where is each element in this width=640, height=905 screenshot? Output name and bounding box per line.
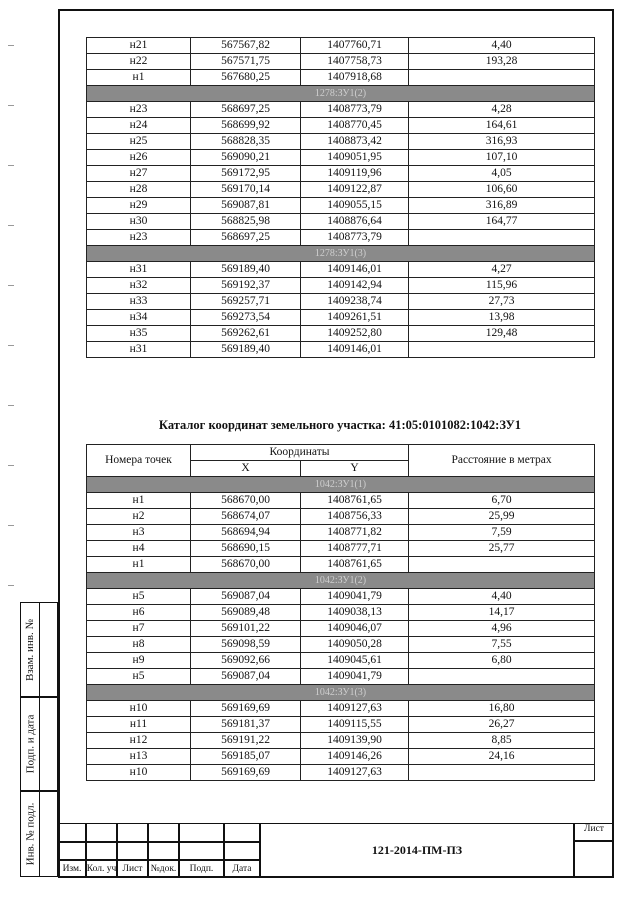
point-id: н10 [87,765,191,781]
point-id: н1 [87,70,191,86]
distance: 4,96 [409,621,595,637]
distance: 316,93 [409,134,595,150]
coord-x: 568825,98 [191,214,301,230]
group-row [87,86,595,102]
header-y: Y [301,461,409,477]
distance [409,342,595,358]
table-row [87,733,595,749]
coord-x: 568699,92 [191,118,301,134]
margin-tick [8,285,14,286]
table-row [87,509,595,525]
document-code: 121-2014-ПМ-ПЗ [260,823,574,878]
table-row [87,278,595,294]
table-row [87,525,595,541]
table-row [87,669,595,685]
stamp-data: Дата [224,860,260,878]
coord-y: 1409142,94 [301,278,409,294]
coord-x: 569090,21 [191,150,301,166]
stamp-cell [86,823,117,842]
coord-x: 569092,66 [191,653,301,669]
coord-y: 1408756,33 [301,509,409,525]
coord-y: 1408876,64 [301,214,409,230]
table-row [87,182,595,198]
coord-x: 568674,07 [191,509,301,525]
coord-x: 569257,71 [191,294,301,310]
coord-x: 567571,75 [191,54,301,70]
table-row [87,198,595,214]
coord-x: 568670,00 [191,557,301,573]
distance: 4,05 [409,166,595,182]
side-vzam-cell [20,602,40,697]
side-inv-cell [20,791,40,877]
point-id: н23 [87,102,191,118]
stamp-ndok: №док. [148,860,179,878]
coord-y: 1409139,90 [301,733,409,749]
point-id: н30 [87,214,191,230]
table-row [87,38,595,54]
table-row [87,701,595,717]
distance: 193,28 [409,54,595,70]
stamp-sheet-number [574,841,614,878]
coord-x: 569087,81 [191,198,301,214]
coord-y: 1409038,13 [301,605,409,621]
coord-x: 568697,25 [191,230,301,246]
coord-x: 568690,15 [191,541,301,557]
group-row [87,685,595,701]
table-row [87,653,595,669]
header-points: Номера точек [87,445,191,477]
distance: 13,98 [409,310,595,326]
distance: 4,40 [409,589,595,605]
coord-y: 1408771,82 [301,525,409,541]
table-row [87,150,595,166]
distance: 25,77 [409,541,595,557]
coord-x: 568670,00 [191,493,301,509]
distance: 6,80 [409,653,595,669]
point-id: н21 [87,38,191,54]
side-inv-value [40,791,58,877]
coord-y: 1409127,63 [301,765,409,781]
stamp-cell [117,842,148,860]
distance: 14,17 [409,605,595,621]
coord-x: 569087,04 [191,589,301,605]
coord-x: 569098,59 [191,637,301,653]
point-id: н35 [87,326,191,342]
stamp-cell [148,842,179,860]
coord-y: 1409146,01 [301,342,409,358]
coord-x: 569262,61 [191,326,301,342]
coord-y: 1409050,28 [301,637,409,653]
table-row [87,118,595,134]
coord-y: 1409238,74 [301,294,409,310]
point-id: н31 [87,262,191,278]
table-row [87,326,595,342]
distance: 164,61 [409,118,595,134]
point-id: н1 [87,493,191,509]
table-row [87,717,595,733]
stamp-cell [224,823,260,842]
coord-y: 1407918,68 [301,70,409,86]
table-row [87,589,595,605]
point-id: н11 [87,717,191,733]
title-block [58,823,614,878]
stamp-cell [58,842,86,860]
coord-x: 569185,07 [191,749,301,765]
point-id: н24 [87,118,191,134]
coord-x: 569189,40 [191,342,301,358]
point-id: н7 [87,621,191,637]
coord-x: 568828,35 [191,134,301,150]
point-id: н28 [87,182,191,198]
point-id: н5 [87,669,191,685]
point-id: н26 [87,150,191,166]
distance: 27,73 [409,294,595,310]
header-x: X [191,461,301,477]
stamp-podp: Подп. [179,860,224,878]
distance: 106,60 [409,182,595,198]
stamp-cell [58,823,86,842]
coord-y: 1408761,65 [301,493,409,509]
coord-x: 569089,48 [191,605,301,621]
coord-x: 569172,95 [191,166,301,182]
coord-y: 1408777,71 [301,541,409,557]
coord-x: 569273,54 [191,310,301,326]
coordinates-table-continued [86,37,595,358]
point-id: н8 [87,637,191,653]
point-id: н22 [87,54,191,70]
coord-x: 569169,69 [191,765,301,781]
coord-y: 1409127,63 [301,701,409,717]
point-id: н27 [87,166,191,182]
stamp-cell [179,842,224,860]
group-label: 1278:ЗУ1(3) [87,246,595,262]
table-row [87,230,595,246]
coord-y: 1409252,80 [301,326,409,342]
coord-x: 569170,14 [191,182,301,198]
distance [409,230,595,246]
distance [409,557,595,573]
distance [409,70,595,86]
margin-tick [8,525,14,526]
margin-tick [8,345,14,346]
point-id: н13 [87,749,191,765]
coord-y: 1409051,95 [301,150,409,166]
side-vzam-value [40,602,58,697]
group-label: 1042:ЗУ1(3) [87,685,595,701]
margin-tick [8,585,14,586]
coord-x: 569189,40 [191,262,301,278]
side-inv-label: Инв. № подл. [24,802,36,866]
table-row [87,262,595,278]
distance: 115,96 [409,278,595,294]
side-podp-cell [20,697,40,791]
margin-tick [8,225,14,226]
coord-x: 568694,94 [191,525,301,541]
distance [409,669,595,685]
coord-x: 569191,22 [191,733,301,749]
coord-y: 1408873,42 [301,134,409,150]
distance: 4,27 [409,262,595,278]
header-distance: Расстояние в метрах [409,445,595,477]
coord-y: 1409261,51 [301,310,409,326]
stamp-list: Лист [117,860,148,878]
distance: 4,28 [409,102,595,118]
point-id: н29 [87,198,191,214]
group-label: 1278:ЗУ1(2) [87,86,595,102]
distance: 164,77 [409,214,595,230]
table-row [87,637,595,653]
coord-y: 1409115,55 [301,717,409,733]
table-row [87,214,595,230]
coord-x: 567680,25 [191,70,301,86]
point-id: н3 [87,525,191,541]
table-row [87,166,595,182]
point-id: н25 [87,134,191,150]
coord-x: 569192,37 [191,278,301,294]
distance: 25,99 [409,509,595,525]
coord-y: 1409146,26 [301,749,409,765]
point-id: н33 [87,294,191,310]
distance: 129,48 [409,326,595,342]
table-row [87,541,595,557]
distance: 26,27 [409,717,595,733]
table-row [87,765,595,781]
side-podp-label: Подп. и дата [24,714,37,774]
distance: 7,55 [409,637,595,653]
distance: 4,40 [409,38,595,54]
table-row [87,605,595,621]
point-id: н4 [87,541,191,557]
table-row [87,294,595,310]
coord-y: 1409119,96 [301,166,409,182]
group-label: 1042:ЗУ1(2) [87,573,595,589]
group-label: 1042:ЗУ1(1) [87,477,595,493]
coord-y: 1409146,01 [301,262,409,278]
group-row [87,477,595,493]
coord-x: 569087,04 [191,669,301,685]
table-row [87,493,595,509]
table-row [87,621,595,637]
coord-y: 1409055,15 [301,198,409,214]
stamp-cell [224,842,260,860]
stamp-izm: Изм. [58,860,86,878]
margin-tick [8,105,14,106]
coord-y: 1408770,45 [301,118,409,134]
coord-y: 1409041,79 [301,589,409,605]
table-row [87,749,595,765]
coord-y: 1408773,79 [301,230,409,246]
side-vzam-label: Взам. инв. № [24,618,36,681]
point-id: н1 [87,557,191,573]
margin-tick [8,405,14,406]
coord-y: 1409046,07 [301,621,409,637]
point-id: н5 [87,589,191,605]
stamp-cell [117,823,148,842]
table-row [87,310,595,326]
distance: 7,59 [409,525,595,541]
point-id: н9 [87,653,191,669]
distance: 16,80 [409,701,595,717]
point-id: н6 [87,605,191,621]
margin-tick [8,465,14,466]
coord-y: 1408761,65 [301,557,409,573]
distance: 6,70 [409,493,595,509]
coord-y: 1409041,79 [301,669,409,685]
coord-x: 569181,37 [191,717,301,733]
coord-y: 1409045,61 [301,653,409,669]
distance: 24,16 [409,749,595,765]
point-id: н32 [87,278,191,294]
point-id: н23 [87,230,191,246]
catalog-caption: Каталог координат земельного участка: 41:05:0101082:1042:ЗУ1 [158,418,522,432]
group-row [87,246,595,262]
distance: 8,85 [409,733,595,749]
stamp-cell [86,842,117,860]
stamp-cell [179,823,224,842]
point-id: н31 [87,342,191,358]
distance: 107,10 [409,150,595,166]
coordinates-table [86,444,595,781]
distance [409,765,595,781]
group-row [87,573,595,589]
coord-x: 569169,69 [191,701,301,717]
table-row [87,70,595,86]
coord-x: 567567,82 [191,38,301,54]
coord-x: 568697,25 [191,102,301,118]
stamp-sheet-label: Лист [574,823,614,841]
table-row [87,134,595,150]
header-coords: Координаты [191,445,409,461]
stamp-cell [148,823,179,842]
table-row [87,54,595,70]
point-id: н34 [87,310,191,326]
coord-y: 1407758,73 [301,54,409,70]
coord-y: 1408773,79 [301,102,409,118]
point-id: н2 [87,509,191,525]
table-row [87,102,595,118]
stamp-kol: Кол. уч [86,860,117,878]
coord-y: 1409122,87 [301,182,409,198]
table-row [87,342,595,358]
margin-tick [8,165,14,166]
margin-tick [8,45,14,46]
table-row [87,557,595,573]
coord-y: 1407760,71 [301,38,409,54]
side-podp-value [40,697,58,791]
point-id: н10 [87,701,191,717]
coord-x: 569101,22 [191,621,301,637]
point-id: н12 [87,733,191,749]
distance: 316,89 [409,198,595,214]
